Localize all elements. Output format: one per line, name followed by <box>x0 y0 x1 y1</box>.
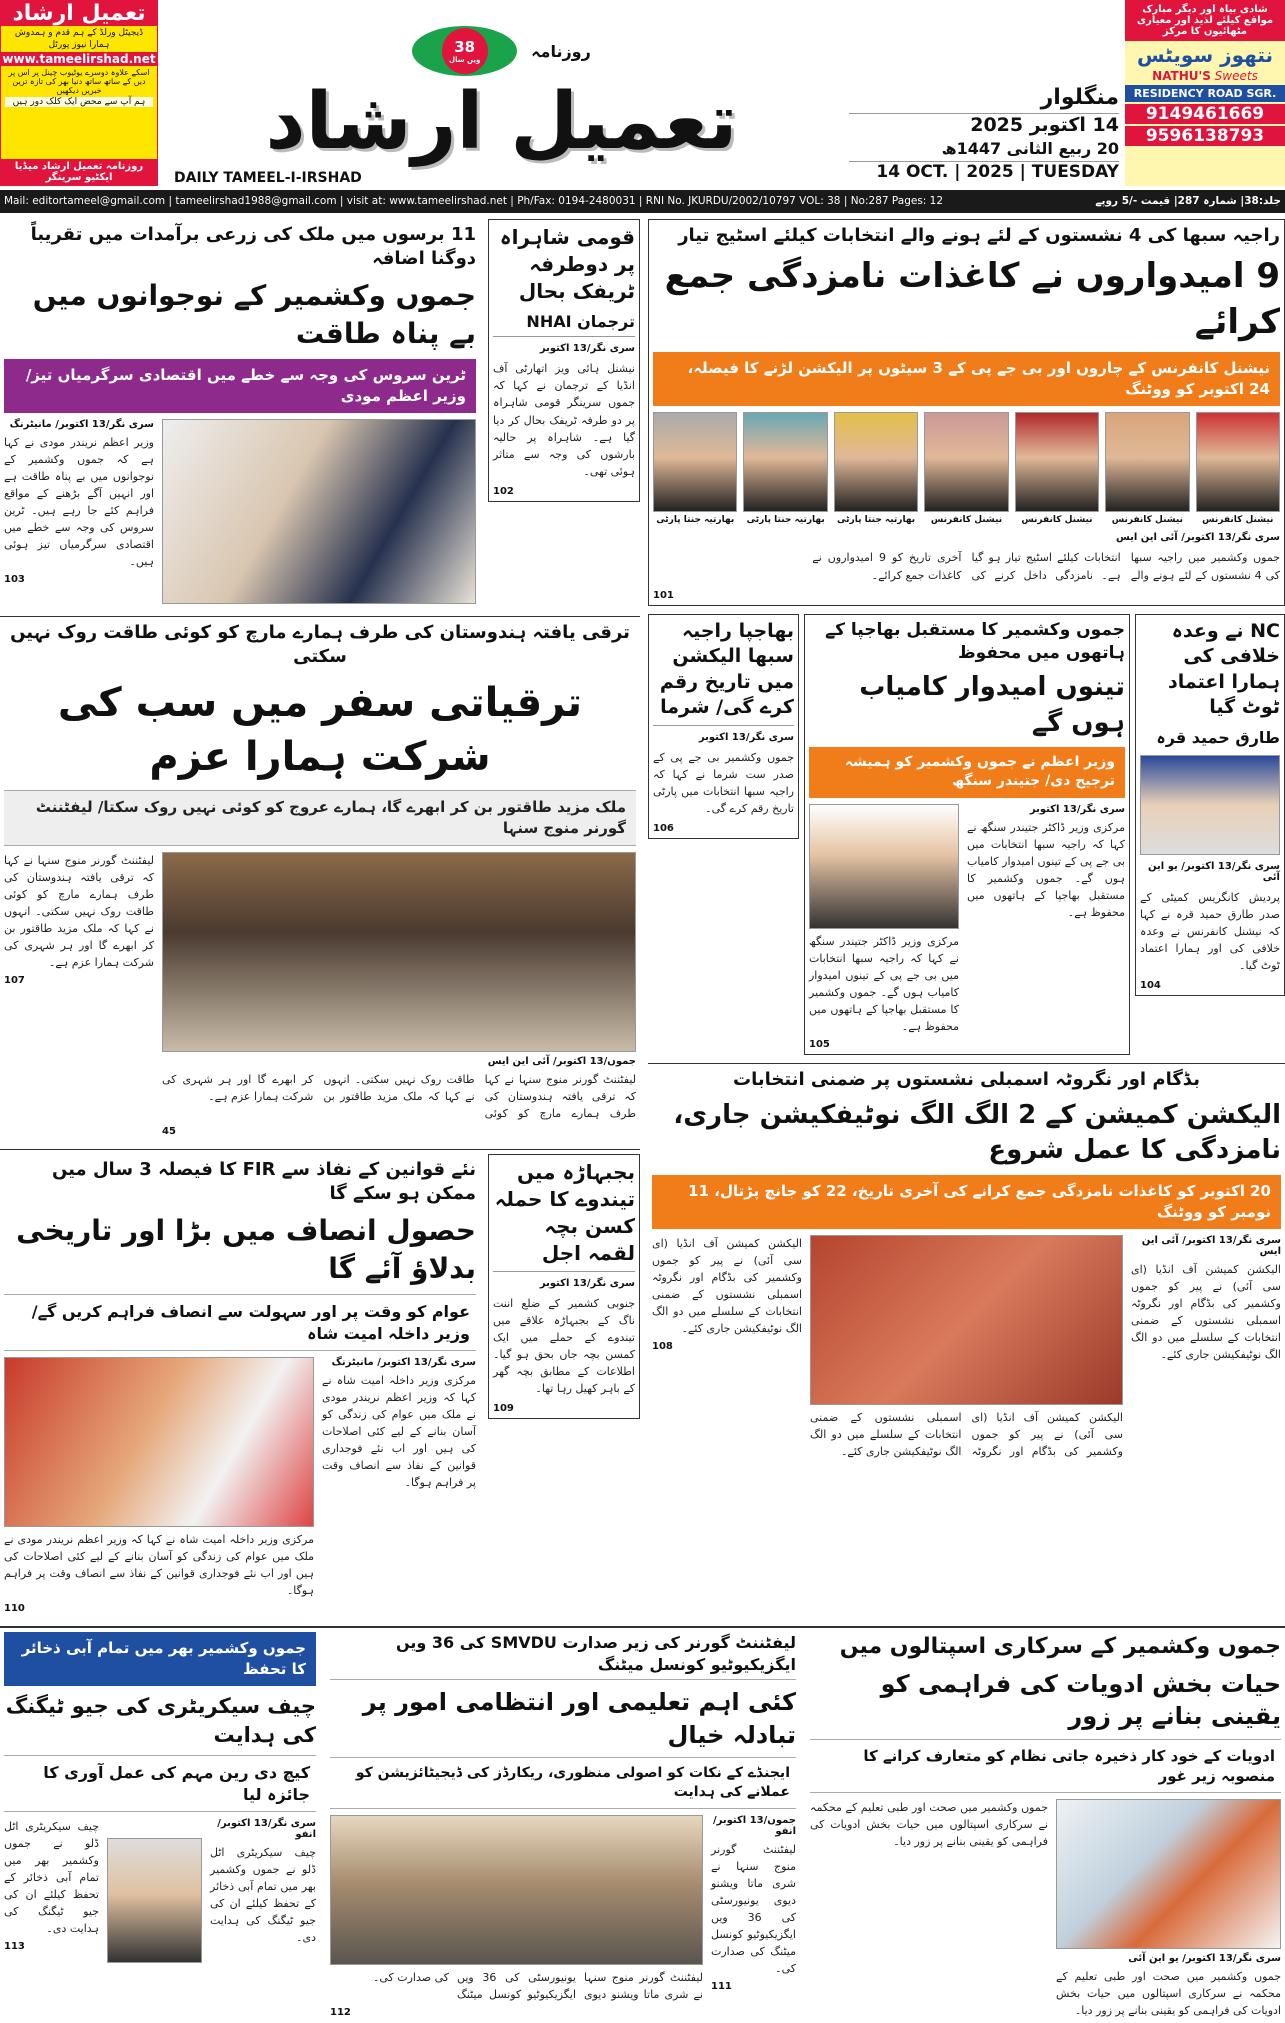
dateline: سری نگر/13 اکتوبر/ آئی این ایس <box>1141 1234 1281 1257</box>
story-body: الیکشن کمیشن آف انڈیا (ای سی آئی) نے پیر کو جموں وکشمیر کی بڈگام اور نگروٹہ اسمبلی نشستوں کے ضمنی انتخابات کے سلسلے میں دو الگ الگ نوٹیفکیشن جاری کئے۔ <box>652 1236 802 1335</box>
left-ad-line: اسکے علاوہ دوسرے یوٹیوب چینل پر اس پر دیں کے ساتھ ساتھ دنیا بھر کی تازہ ترین خبریں دیکھیں <box>8 68 150 95</box>
story-medicine <box>806 1628 1285 2023</box>
story-headline: 9 امیدواروں نے کاغذات نامزدگی جمع کرائے <box>664 256 1280 342</box>
lg-event-photo <box>162 852 636 1052</box>
medicines-photo <box>1056 1799 1281 1949</box>
candidate-portrait <box>653 412 737 512</box>
candidate-portrait <box>1196 412 1280 512</box>
candidate-photo <box>653 412 737 527</box>
hijri-date: 20 ربیع الثانی 1447ھ <box>941 139 1119 158</box>
story-bar: جموں وکشمیر بھر میں تمام آبی ذخائر کا تحفظ <box>4 1632 316 1686</box>
contact-info: Mail: editortameel@gmail.com | tameelirshad1988@gmail.com | visit at: www.tameelirshad.net | Ph/Fax: 0194-2480031 | RNI No. JKURDU/2002/10797 VOL: 38 | No:287 Pages: 12 <box>4 195 944 207</box>
continued-page: 104 <box>1140 979 1161 991</box>
title-block <box>164 26 839 186</box>
left-ad-line: ڈیجیٹل ورلڈ کے ہم قدم و ہمدوش <box>14 28 144 38</box>
story-bar: وزیر اعظم نے جموں وکشمیر کو ہمیشہ ترجیح دی/ جتیندر سنگھ <box>809 747 1125 798</box>
main-columns <box>0 219 1285 1618</box>
story-body: لیفٹننٹ گورنر منوج سنہا نے کہا کہ ترقی یافتہ ہندوستان کی طرف ہمارے مارچ کو کوئی طاقت روک نہیں سکتی۔ انہوں نے کہا کہ ملک مزید طاقتور بن کر ابھرے گا اور ہر شہری کی شرکت ہمارا عزم ہے۔ <box>162 1072 636 1120</box>
story-sharma <box>648 614 799 840</box>
jitendra-singh-photo <box>809 804 959 929</box>
candidate-party-caption: بھارتیہ جنتا پارٹی <box>656 514 735 525</box>
right-ad-line: شادی بیاہ اور دیگر مبارک مواقع کیلئے لذیذ اور معیاری مٹھائیوں کا مرکز <box>1125 0 1285 41</box>
candidate-portrait <box>924 412 1008 512</box>
candidate-party-caption: نیشنل کانفرنس <box>930 514 1003 525</box>
candidate-photo <box>1105 412 1189 527</box>
right-column <box>648 219 1285 1464</box>
masthead-center <box>164 0 1119 186</box>
candidate-photo <box>1196 412 1280 527</box>
candidate-photo <box>924 412 1008 527</box>
dateline: سری نگر/13 اکتوبر <box>698 732 794 744</box>
election-commission-photo <box>810 1235 1123 1405</box>
dateline: سری نگر/13 اکتوبر/ مانیٹرنگ <box>331 1357 476 1369</box>
continued-page: 106 <box>653 823 674 835</box>
story-jitendra <box>804 614 1130 1056</box>
continued-page: 110 <box>4 1603 25 1615</box>
right-ad-brand2: Sweets <box>1214 69 1258 83</box>
story-shah <box>0 1154 480 1619</box>
story-nhai <box>488 219 640 502</box>
amit-shah-photo <box>4 1357 314 1527</box>
story-headline: بھاجپا راجیہ سبھا الیکشن میں تاریخ رقم کرے گی/ شرما <box>653 619 794 727</box>
story-subhead: کیچ دی رین مہم کی عمل آوری کا جائزہ لیا <box>4 1755 316 1812</box>
date-block <box>849 85 1119 186</box>
candidate-party-caption: نیشنل کانفرنس <box>1021 514 1093 525</box>
story-body: مرکزی وزیر داخلہ امیت شاہ نے کہا کہ وزیر اعظم نریندر مودی نے ملک میں عوام کی زندگی کو آسان بنانے کے لیے کئی اصلاحات کی ہیں اور اب نئے فوجداری قوانین کے نفاذ سے انصاف وقت پر فراہم ہوگا۔ <box>4 1533 314 1598</box>
issue-info-urdu: جلد:38| شمارہ 287| قیمت -/5 روپے <box>1095 195 1281 207</box>
story-kicker: لیفٹننٹ گورنر کی زیر صدارت SMVDU کی 36 ویں ایگزیکیوٹیو کونسل میٹنگ <box>330 1632 796 1680</box>
candidate-portrait <box>1015 412 1099 512</box>
story-byline: ترجمان NHAI <box>493 311 635 338</box>
story-body: جنوبی کشمیر کے ضلع اننت ناگ کے بجبہاڑہ علاقے میں تیندوے کے حملے میں ایک کمسن بچہ جاں بحق ہو گیا۔ اطلاعات کے مطابق بچہ گھر کے باہر کھیل رہا تھا۔ <box>493 1296 635 1395</box>
story-water <box>0 1628 320 1967</box>
story-rajya-sabha <box>648 219 1285 606</box>
story-headline: کئی اہم تعلیمی اور انتظامی امور پر تبادلہ خیال <box>362 1688 796 1749</box>
right-ad-phone: 9149461669 <box>1125 104 1285 124</box>
story-headline: تینوں امیدوار کامیاب ہوں گے <box>859 672 1125 738</box>
masthead-english: DAILY TAMEEL-I-IRSHAD <box>174 170 362 186</box>
story-body: پردیش کانگریس کمیٹی کے صدر طارق حمید قرہ نے کہا کہ نیشنل کانفرنس نے وعدہ خلافی کی اور ہمارا اعتماد ٹوٹ گیا۔ <box>1140 890 1280 972</box>
info-bar <box>0 190 1285 213</box>
story-body: لیفٹننٹ گورنر منوج سنہا نے کہا کہ ترقی یافتہ ہندوستان کی طرف ہمارے مارچ کو کوئی طاقت روک نہیں سکتی۔ انہوں نے کہا کہ ملک مزید طاقتور بن کر ابھرے گا اور ہر شہری کی شرکت ہمارا عزم ہے۔ <box>4 853 154 969</box>
right-ad-address: RESIDENCY ROAD SGR. <box>1125 85 1285 102</box>
story-body: چیف سیکریٹری اٹل ڈلو نے جموں وکشمیر بھر میں تمام آبی ذخائر کے تحفظ کیلئے ان کی جیو ٹیگنگ کی ہدایت دی۔ <box>4 1820 99 1936</box>
smvdu-meeting-photo <box>330 1815 703 1965</box>
right-ad <box>1125 0 1285 186</box>
story-body: جموں وکشمیر میں صحت اور طبی تعلیم کے محکمہ نے سرکاری اسپتالوں میں حیات بخش ادویات کی فراہمی کو یقینی بنانے پر زور دیا۔ <box>810 1801 1048 1849</box>
left-ad-line: ہم آپ سے محض ایک کلک دور ہیں <box>5 97 153 107</box>
candidate-portrait <box>834 412 918 512</box>
story-kicker: بڈگام اور نگروٹہ اسمبلی نشستوں پر ضمنی انتخابات <box>733 1069 1200 1091</box>
candidate-photos <box>653 412 1280 527</box>
story-bar: 20 اکتوبر کو کاغذات نامزدگی جمع کرانے کی آخری تاریخ، 22 کو جانچ پڑتال، 11 نومبر کو ووٹنگ <box>652 1175 1281 1229</box>
story-bar: ٹرین سروس کی وجہ سے خطے میں اقتصادی سرگرمیاں تیز/ وزیر اعظم مودی <box>4 359 476 413</box>
story-leopard <box>488 1154 640 1419</box>
continued-page: 105 <box>809 1039 830 1051</box>
story-headline: الیکشن کمیشن کے 2 الگ الگ نوٹیفکیشن جاری، نامزدگی کا عمل شروع <box>673 1100 1281 1166</box>
story-kicker: 11 برسوں میں ملک کی زرعی برآمدات میں تقریباً دوگنا اضافہ <box>30 223 476 270</box>
story-body: چیف سیکریٹری اٹل ڈلو نے جموں وکشمیر بھر میں تمام آبی ذخائر کے تحفظ کیلئے ان کی جیو ٹیگنگ کی ہدایت دی۔ <box>210 1846 316 1945</box>
website-link[interactable]: www.tameelirshad.net <box>2 52 156 66</box>
day-urdu: منگلوار <box>1040 85 1119 110</box>
modi-photo <box>162 419 476 604</box>
story-kicker: ترقی یافتہ ہندوستان کی طرف ہمارے مارچ کو کوئی طاقت روک نہیں سکتی <box>10 621 630 668</box>
continued-page: 45 <box>162 1125 176 1137</box>
candidate-photo <box>743 412 827 527</box>
continued-page: 108 <box>652 1340 673 1352</box>
story-bar: نیشنل کانفرنس کے چاروں اور بی جے پی کے 3 سیٹوں پر الیکشن لڑنے کا فیصلہ، 24 اکتوبر کو ووٹنگ <box>653 352 1280 406</box>
story-headline: حیات بخش ادویات کی فراہمی کو یقینی بنانے پر زور <box>880 1669 1281 1731</box>
badge-number: 38 <box>454 38 476 57</box>
date-english: 14 OCT. | 2025 | TUESDAY <box>849 161 1119 182</box>
continued-page: 111 <box>711 1981 732 1993</box>
story-headline: بجبہاڑہ میں تیندوے کا حملہ کسن بچہ لقمہ اجل <box>493 1159 635 1272</box>
continued-page: 102 <box>493 485 514 497</box>
continued-page: 101 <box>653 589 674 601</box>
dateline: سری نگر/13 اکتوبر/ انفو <box>217 1818 316 1841</box>
story-modi <box>0 219 480 608</box>
story-headline: جموں وکشمیر کے نوجوانوں میں بے پناہ طاقت <box>32 279 476 351</box>
story-subhead: ایجنڈے کے نکات کو اصولی منظوری، ریکارڈز کی ڈیجیٹائزیشن کو عملانے کی ہدایت <box>330 1757 796 1809</box>
story-headline: چیف سیکریٹری کی جیو ٹیگنگ کی ہدایت <box>5 1694 316 1747</box>
continued-page: 103 <box>4 574 25 586</box>
story-bypoll <box>648 1063 1285 1464</box>
story-body: جموں وکشمیر میں راجیہ سبھا کی 4 نشستوں کے لئے ہونے والے انتخابات کیلئے اسٹیج تیار ہو گیا ہے۔ نامزدگی داخل کرنے کی آخری تاریخ کو 9 امیدواروں نے کاغذات جمع کرائے۔ <box>812 551 1280 582</box>
story-lg <box>0 616 640 1141</box>
story-headline: ترقیاتی سفر میں سب کی شرکت ہمارا عزم <box>57 679 583 780</box>
dateline: جموں/13 اکتوبر/ انفو <box>712 1815 796 1838</box>
continued-page: 113 <box>4 1941 25 1953</box>
right-ad-brand: NATHU'S <box>1152 69 1211 83</box>
story-body: مرکزی وزیر ڈاکٹر جتیندر سنگھ نے کہا کہ راجیہ سبھا انتخابات میں بی جے پی کے تینوں امیدوار کامیاب ہوں گے۔ جموں وکشمیر کا مستقبل بھاجپا کے ہاتھوں میں محفوظ ہے۔ <box>809 934 959 1034</box>
story-headline: قومی شاہراہ پر دوطرفہ ٹریفک بحال <box>499 224 635 303</box>
story-bar: ملک مزید طاقتور بن کر ابھرے گا، ہمارے عروج کو کوئی نہیں روک سکتا/ لیفٹننٹ گورنر منوج سنہا <box>4 790 636 846</box>
anniversary-badge <box>412 26 517 76</box>
story-kicker: جموں وکشمیر کے سرکاری اسپتالوں میں <box>839 1634 1281 1660</box>
candidate-photo <box>1015 412 1099 527</box>
candidate-photo <box>834 412 918 527</box>
story-body: جموں وکشمیر میں صحت اور طبی تعلیم کے محکمہ نے سرکاری اسپتالوں میں حیات بخش ادویات کی فراہمی کو یقینی بنانے پر زور دیا۔ <box>1056 1970 1281 2018</box>
dateline: سری نگر/13 اکتوبر <box>539 1277 635 1289</box>
story-bar: عوام کو وقت پر اور سہولت سے انصاف فراہم کریں گے/ وزیر داخلہ امیت شاہ <box>4 1294 476 1351</box>
dateline: سری نگر/13 اکتوبر <box>1029 803 1125 815</box>
left-ad-title: تعمیل ارشاد <box>1 1 157 26</box>
masthead <box>0 0 1285 186</box>
story-body: مرکزی وزیر ڈاکٹر جتیندر سنگھ نے کہا کہ راجیہ سبھا انتخابات میں بی جے پی کے تینوں امیدوار کامیاب ہوں گے۔ جموں وکشمیر کا مستقبل بھاجپا کے ہاتھوں میں محفوظ ہے۔ <box>967 820 1125 920</box>
bottom-row <box>0 1626 1285 2023</box>
candidate-party-caption: نیشنل کانفرنس <box>1111 514 1183 525</box>
story-body: لیفٹننٹ گورنر منوج سنہا نے شری ماتا ویشنو دیوی یونیورسٹی کی 36 ویں ایگزیکیوٹیو کونسل میٹنگ کی صدارت کی۔ <box>711 1843 796 1976</box>
story-nc <box>1135 614 1285 996</box>
story-bar: ادویات کے خود کار ذخیرہ جاتی نظام کو متعارف کرانے کا منصوبہ زیر غور <box>810 1739 1281 1794</box>
left-ad-line: ہمارا نیوز پورٹل <box>48 40 110 50</box>
badge-text: ویں سال <box>449 56 481 65</box>
story-body: جموں وکشمیر بی جے پی کے صدر ست شرما نے کہا کہ راجیہ سبھا انتخابات میں پارٹی تاریخ رقم کرے گی۔ <box>653 751 794 816</box>
continued-page: 109 <box>493 1403 514 1414</box>
left-ad <box>0 0 158 186</box>
right-ad-phone: 9596138793 <box>1125 126 1285 146</box>
story-smvdu <box>326 1628 800 2022</box>
story-kicker: راجیہ سبھا کی 4 نشستوں کے لئے ہونے والے انتخابات کیلئے اسٹیج تیار <box>678 224 1280 246</box>
story-body: الیکشن کمیشن آف انڈیا (ای سی آئی) نے پیر کو جموں وکشمیر کی بڈگام اور نگروٹہ اسمبلی نشستوں کے ضمنی انتخابات کے سلسلے میں دو الگ الگ نوٹیفکیشن جاری کئے۔ <box>1131 1262 1281 1361</box>
dateline: سری نگر/13 اکتوبر/ آئی این ایس <box>1115 532 1280 544</box>
chief-secretary-photo <box>107 1838 202 1963</box>
right-ad-brand-urdu: نتھوز سویٹس <box>1136 43 1274 67</box>
tariq-karra-photo <box>1140 755 1280 855</box>
story-kicker: جموں وکشمیر کا مستقبل بھاجپا کے ہاتھوں میں محفوظ <box>825 619 1125 663</box>
continued-page: 107 <box>4 974 25 986</box>
story-headline: حصول انصاف میں بڑا اور تاریخی بدلاؤ آئے گا <box>16 1214 476 1286</box>
story-body: الیکشن کمیشن آف انڈیا (ای سی آئی) نے پیر کو جموں وکشمیر کی بڈگام اور نگروٹہ اسمبلی نشستوں کے ضمنی انتخابات کے سلسلے میں دو الگ الگ نوٹیفکیشن جاری کئے۔ <box>810 1410 1123 1458</box>
dateline: سری نگر/13 اکتوبر <box>539 343 635 355</box>
story-body: لیفٹننٹ گورنر منوج سنہا نے شری ماتا ویشنو دیوی یونیورسٹی کی 36 ویں ایگزیکیوٹیو کونسل میٹنگ کی صدارت کی۔ <box>372 1971 703 2002</box>
date-urdu: 14 اکتوبر 2025 <box>849 113 1119 136</box>
story-body: مرکزی وزیر داخلہ امیت شاہ نے کہا کہ وزیر اعظم نریندر مودی نے ملک میں عوام کی زندگی کو آسان بنانے کے لیے کئی اصلاحات کی ہیں اور اب نئے فوجداری قوانین کے نفاذ سے انصاف وقت پر فراہم ہوگا۔ <box>322 1374 476 1490</box>
roznama-label: روزنامہ <box>531 41 591 61</box>
story-body: نیشنل ہائی ویز اتھارٹی آف انڈیا کے ترجمان نے کہا کہ جموں سرینگر قومی شاہراہ پر دو طرفہ ٹریفک بحال کر دیا گیا ہے۔ شاہراہ پر حالیہ بارشوں کی وجہ سے متاثر ہوئی تھی۔ <box>493 362 635 478</box>
story-body: وزیر اعظم نریندر مودی نے کہا ہے کہ جموں وکشمیر کے نوجوانوں میں بے پناہ طاقت ہے اور انہیں آگے بڑھنے کے مواقع فراہم کئے جا رہے ہیں۔ ٹرین سروس کی وجہ سے خطے میں اقتصادی سرگرمیاں تیز ہوئی ہیں۔ <box>4 435 154 569</box>
continued-page: 112 <box>330 2007 351 2019</box>
story-byline: طارق حمید قرہ <box>1156 728 1280 748</box>
dateline: جموں/13 اکتوبر/ آئی این ایس <box>487 1055 636 1067</box>
left-column <box>0 219 640 1618</box>
candidate-portrait <box>743 412 827 512</box>
story-kicker: نئے قوانین کے نفاذ سے FIR کا فیصلہ 3 سال میں ممکن ہو سکے گا <box>51 1158 476 1205</box>
dateline: سری نگر/13 اکتوبر/ یو این آئی <box>1128 1953 1281 1965</box>
dateline: سری نگر/13 اکتوبر/ یو این آئی <box>1148 860 1280 883</box>
candidate-party-caption: بھارتیہ جنتا پارٹی <box>837 514 916 525</box>
story-headline: NC نے وعدہ خلافی کی ہمارا اعتماد ٹوٹ گیا <box>1168 619 1280 719</box>
candidate-party-caption: نیشنل کانفرنس <box>1202 514 1274 525</box>
left-ad-footer: روزنامہ تعمیل ارشاد میڈیا ایکٹیو سرینگر <box>1 159 157 185</box>
candidate-party-caption: بھارتیہ جنتا پارٹی <box>746 514 825 525</box>
dateline: سری نگر/13 اکتوبر/ مانیٹرنگ <box>9 418 154 430</box>
candidate-portrait <box>1105 412 1189 512</box>
masthead-title: تعمیل ارشاد <box>265 77 738 168</box>
